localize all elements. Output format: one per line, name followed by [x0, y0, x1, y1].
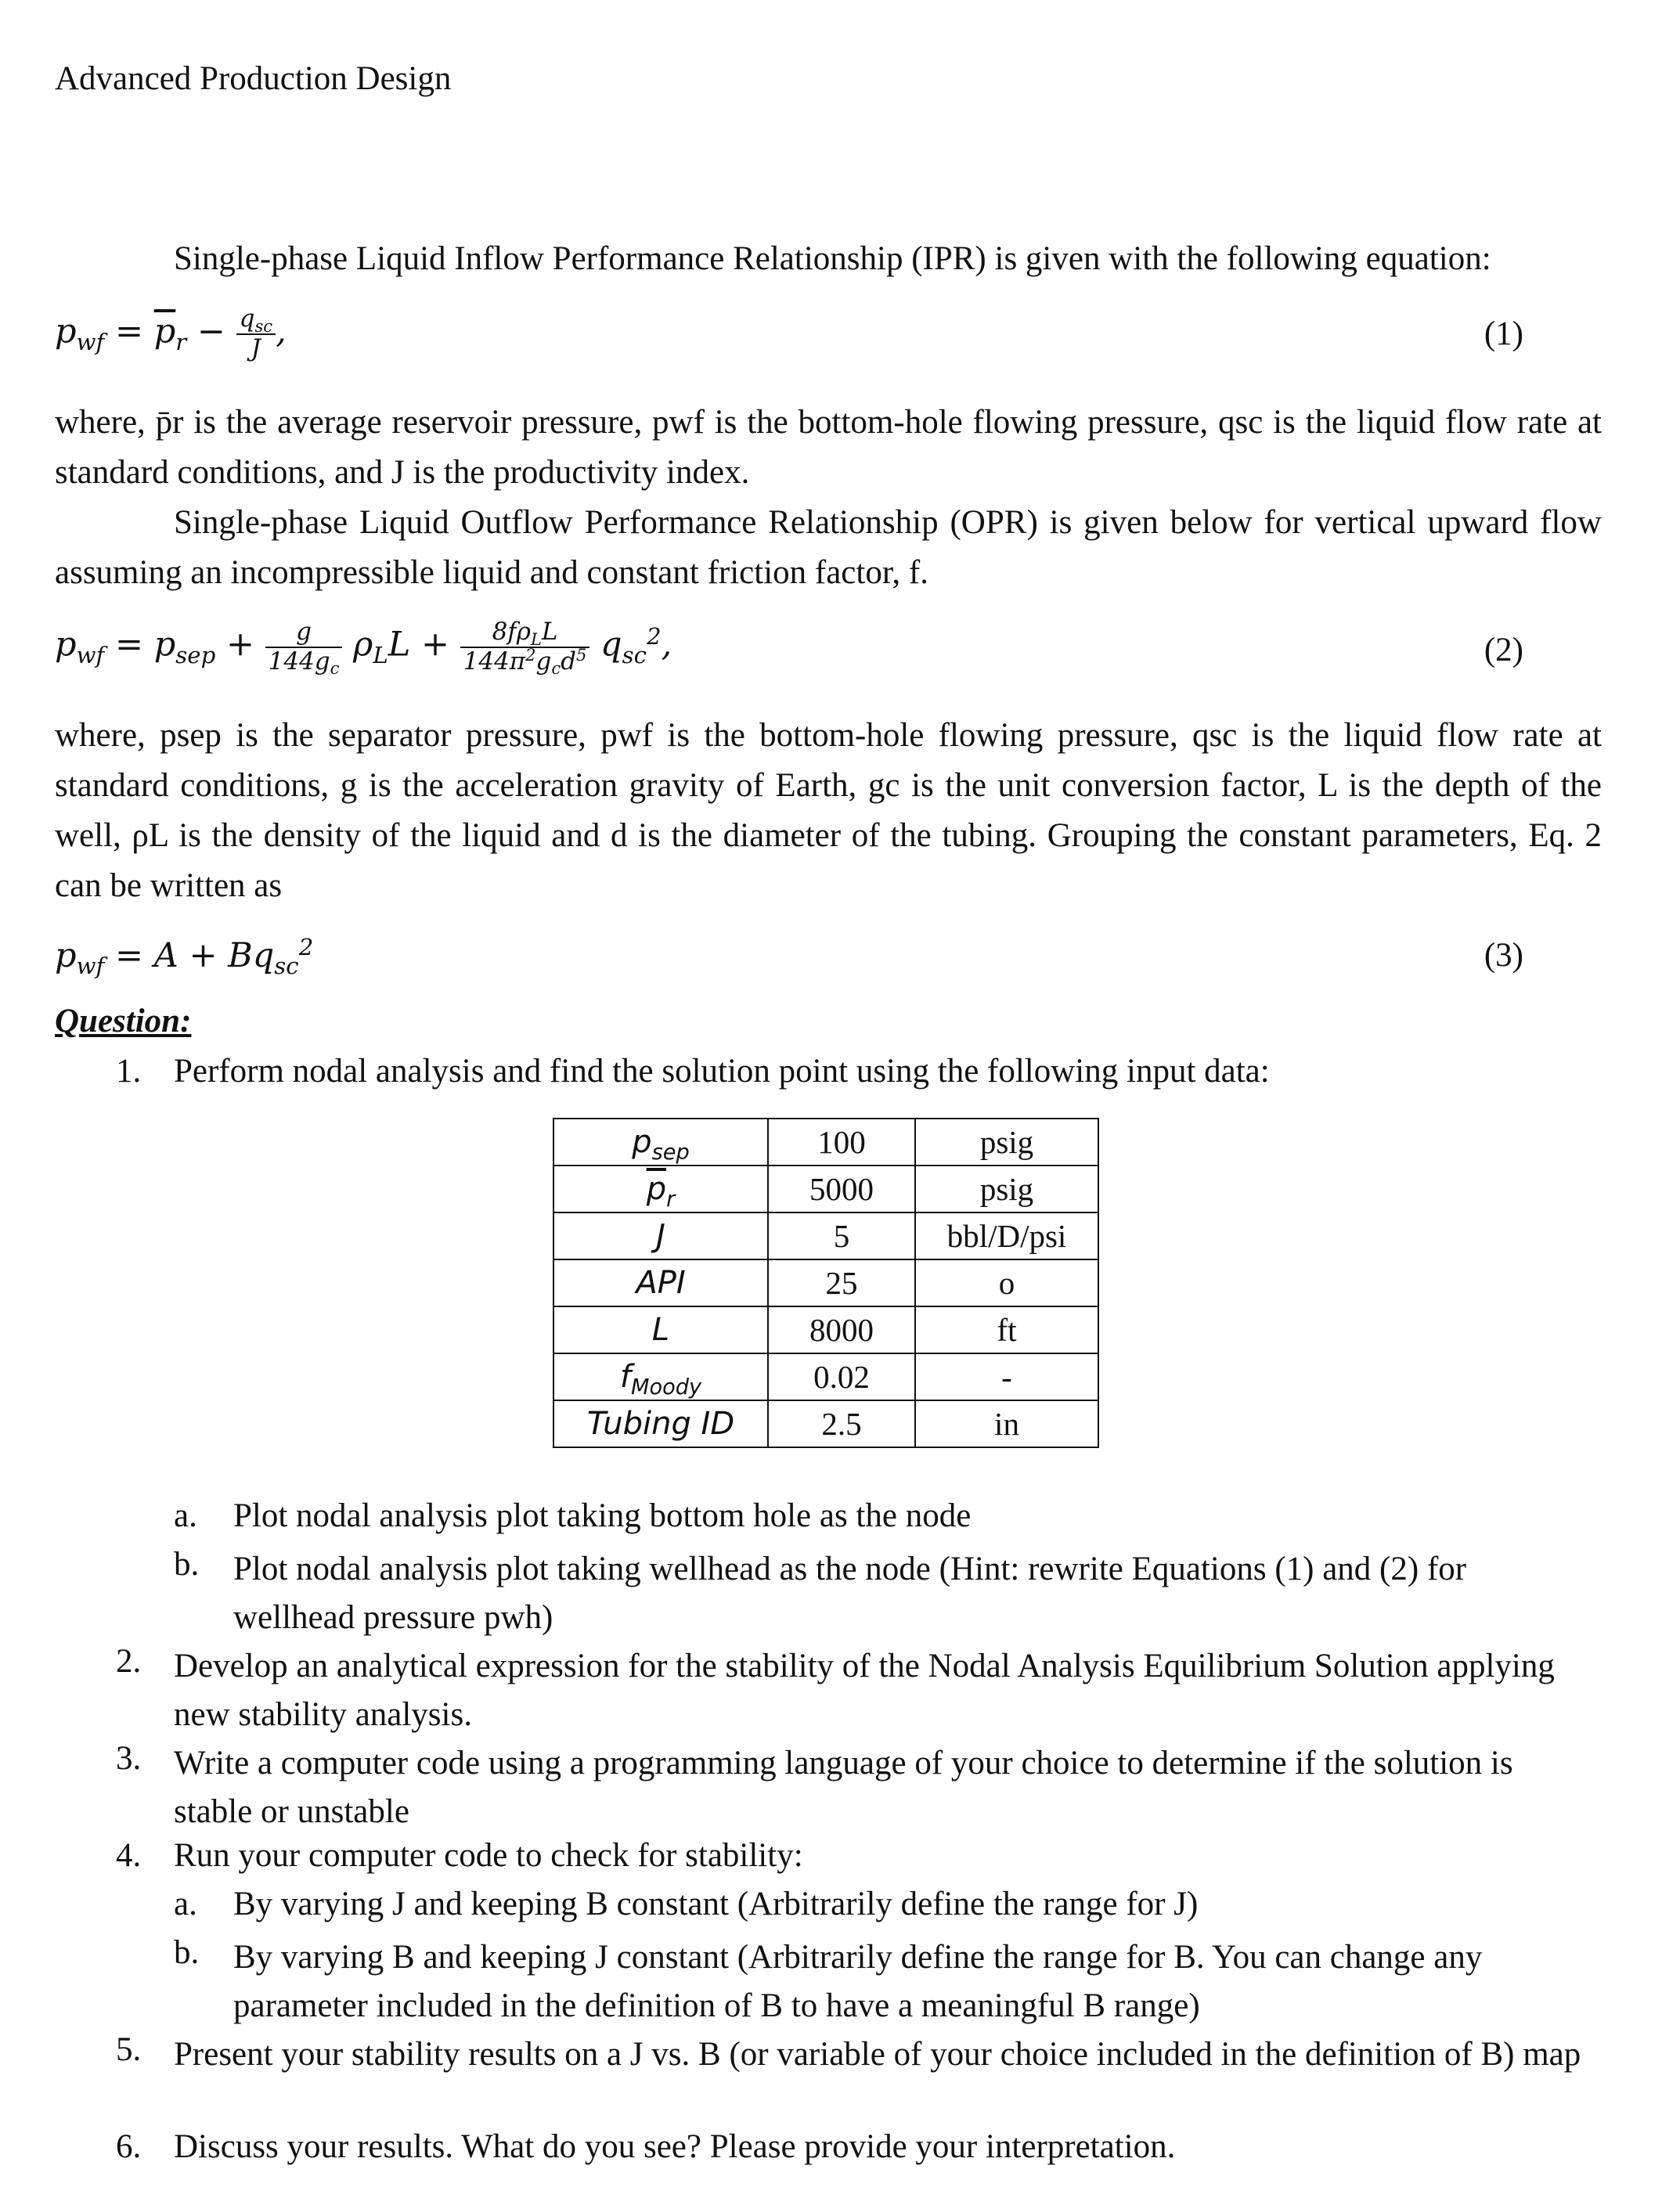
table-row — [553, 1353, 1098, 1400]
q4-number: 4. — [116, 1837, 142, 1874]
value-cell: 5 — [768, 1212, 915, 1259]
value-cell: 5000 — [768, 1166, 915, 1212]
value-cell: 100 — [768, 1119, 915, 1166]
q1b-label: b. — [174, 1546, 200, 1583]
opr-intro: Single-phase Liquid Outflow Performance Relationship (OPR) is given below for vertical upward flow assuming an incompressible liquid and constant friction factor, f. — [55, 504, 1602, 591]
param-cell: $f_{Moody}$ — [553, 1353, 768, 1400]
unit-cell: - — [915, 1353, 1098, 1400]
q1a-text: Plot nodal analysis plot taking bottom hole as the node — [233, 1497, 972, 1534]
param-cell: L — [553, 1306, 768, 1353]
value-cell: 8000 — [768, 1306, 915, 1353]
unit-cell: ft — [915, 1306, 1098, 1353]
q4a-text: By varying J and keeping B constant (Arbitrarily define the range for J) — [233, 1886, 1199, 1922]
q4-text: Run your computer code to check for stability: — [174, 1837, 803, 1874]
q4b-text: By varying B and keeping J constant (Arbitrarily define the range for B. You can change any parameter included in the definition of B to have a meaningful B range) — [233, 1939, 1483, 2024]
equation-1: $p_{wf} = \overline{p}_r$ − $\frac{q_{sc}}{J}$ , — [55, 304, 287, 362]
table-row — [553, 1119, 1098, 1166]
q5-text: Present your stability results on a J vs. B (or variable of your choice included in the definition of B) map — [174, 2036, 1581, 2073]
unit-cell: bbl/D/psi — [915, 1212, 1098, 1259]
value-cell: 0.02 — [768, 1353, 915, 1400]
q3-text: Write a computer code using a programming language of your choice to determine if the solution is stable or unstable — [174, 1745, 1513, 1830]
param-cell: API — [553, 1259, 768, 1306]
q1b-text: Plot nodal analysis plot taking wellhead as the node (Hint: rewrite Equations (1) and (2) for wellhead pressure pwh) — [233, 1551, 1467, 1636]
question-heading: Question: — [55, 1003, 192, 1039]
equation-1-number: (1) — [1484, 315, 1523, 352]
q1-number: 1. — [116, 1053, 142, 1090]
ipr-definitions: where, p̄r is the average reservoir pressure, pwf is the bottom-hole flowing pressure, qsc is the liquid flow rate at standard conditions, and J is the productivity index. — [55, 404, 1602, 491]
param-cell: $p_{sep}$ — [553, 1119, 768, 1166]
equation-3-number: (3) — [1484, 937, 1523, 974]
opr-definitions: where, psep is the separator pressure, pwf is the bottom-hole flowing pressure, qsc is the liquid flow rate at standard conditions, g is the acceleration gravity of Earth, gc is the unit conversion factor, L is the depth of the well, ρL is the density of the liquid and d is the diameter of the tubing. Grouping the constant parameters, Eq. 2 can be written as — [55, 717, 1602, 904]
q2-text: Develop an analytical expression for the stability of the Nodal Analysis Equilibrium Solution applying new stability analysis. — [174, 1648, 1555, 1733]
table-row — [553, 1259, 1098, 1306]
q5-number: 5. — [116, 2031, 142, 2068]
param-cell: J — [553, 1212, 768, 1259]
unit-cell: psig — [915, 1119, 1098, 1166]
table-row — [553, 1306, 1098, 1353]
q6-number: 6. — [116, 2128, 142, 2165]
ipr-intro: Single-phase Liquid Inflow Performance Relationship (IPR) is given with the following equation: — [174, 240, 1491, 277]
param-cell: $\overline{p}_r$ — [553, 1166, 768, 1212]
table-row — [553, 1400, 1098, 1447]
unit-cell: psig — [915, 1166, 1098, 1212]
q1a-label: a. — [174, 1497, 197, 1534]
page-title: Advanced Production Design — [55, 60, 452, 97]
q1-text: Perform nodal analysis and find the solution point using the following input data: — [174, 1053, 1270, 1090]
equation-2-number: (2) — [1484, 632, 1523, 668]
equation-2: $p_{wf} = p_{sep}$ + $\frac{g}{144g_c}$ $\rho_LL$ + $\frac{8f\rho_LL}{144\pi^2g_cd^5}$ $q_{sc}^2$, — [55, 618, 672, 679]
q2-number: 2. — [116, 1643, 142, 1680]
q3-number: 3. — [116, 1740, 142, 1777]
value-cell: 25 — [768, 1259, 915, 1306]
unit-cell: o — [915, 1259, 1098, 1306]
unit-cell: in — [915, 1400, 1098, 1447]
equation-3: $p_{wf} = A + Bq_{sc}^2$ — [55, 934, 314, 980]
param-cell: Tubing ID — [553, 1400, 768, 1447]
input-data-table — [553, 1118, 1099, 1448]
value-cell: 2.5 — [768, 1400, 915, 1447]
q6-text: Discuss your results. What do you see? Please provide your interpretation. — [174, 2128, 1176, 2165]
table-row — [553, 1166, 1098, 1212]
table-row — [553, 1212, 1098, 1259]
q4a-label: a. — [174, 1886, 197, 1922]
q4b-label: b. — [174, 1934, 200, 1971]
